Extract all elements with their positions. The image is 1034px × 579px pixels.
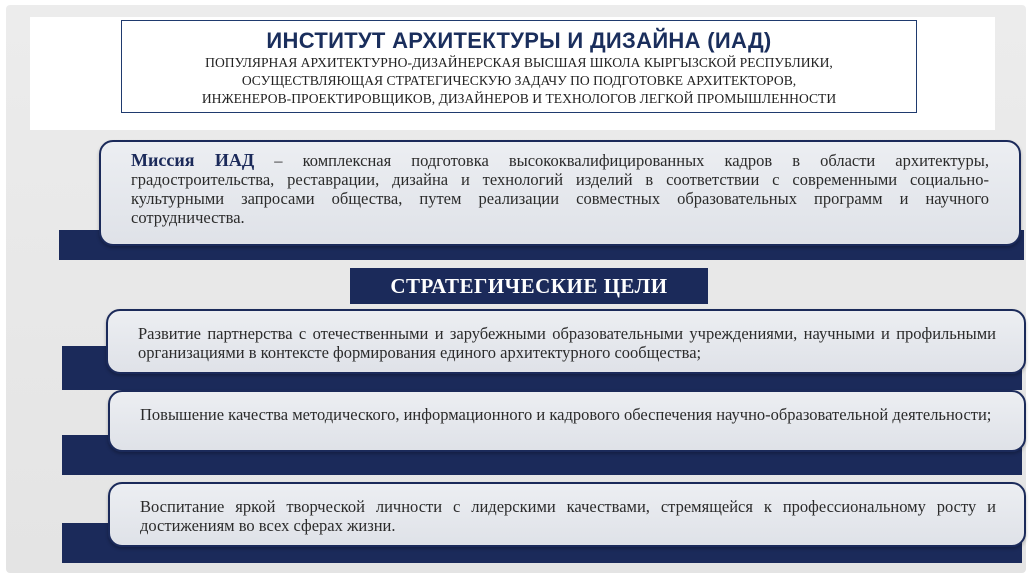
header-box [121, 20, 917, 113]
mission-term: Миссия ИАД [131, 150, 255, 170]
goal-card-1 [106, 309, 1026, 374]
page-title: ИНСТИТУТ АРХИТЕКТУРЫ И ДИЗАЙНА (ИАД) [266, 28, 772, 53]
goal-text-3: Воспитание яркой творческой личности с лидерскими качествами, стремящейся к профессиональному росту и достижениям во всех сферах жизни. [140, 497, 996, 535]
goal-text-1: Развитие партнерства с отечественными и зарубежными образовательными учреждениями, научными и профильными организациями в контексте формирования единого архитектурного сообщества; [138, 324, 996, 362]
mission-text [101, 142, 1019, 227]
header-subtitle-line2: ОСУЩЕСТВЛЯЮЩАЯ СТРАТЕГИЧЕСКУЮ ЗАДАЧУ ПО ПОДГОТОВКЕ АРХИТЕКТОРОВ, [241, 73, 797, 88]
goal-card-2 [108, 390, 1026, 452]
goal-text-2: Повышение качества методического, информационного и кадрового обеспечения научно-образовательной деятельности; [140, 405, 992, 424]
goal-card-3 [108, 482, 1026, 547]
header-subtitle-line3: ИНЖЕНЕРОВ-ПРОЕКТИРОВЩИКОВ, ДИЗАЙНЕРОВ И ТЕХНОЛОГОВ ЛЕГКОЙ ПРОМЫШЛЕННОСТИ [201, 91, 837, 106]
header-subtitle-line1: ПОПУЛЯРНАЯ АРХИТЕКТУРНО-ДИЗАЙНЕРСКАЯ ВЫСШАЯ ШКОЛА КЫРГЫЗСКОЙ РЕСПУБЛИКИ, [205, 55, 833, 70]
mission-description: – комплексная подготовка высококвалифицированных кадров в области архитектуры, градостроительства, реставрации, дизайна и технологий изделий в соответствии с современными социально-культурными запросами общества, путем реализации совместных образовательных программ и научного сотрудничества. [131, 151, 989, 227]
mission-card [99, 140, 1021, 246]
goals-heading: СТРАТЕГИЧЕСКИЕ ЦЕЛИ [350, 268, 708, 304]
